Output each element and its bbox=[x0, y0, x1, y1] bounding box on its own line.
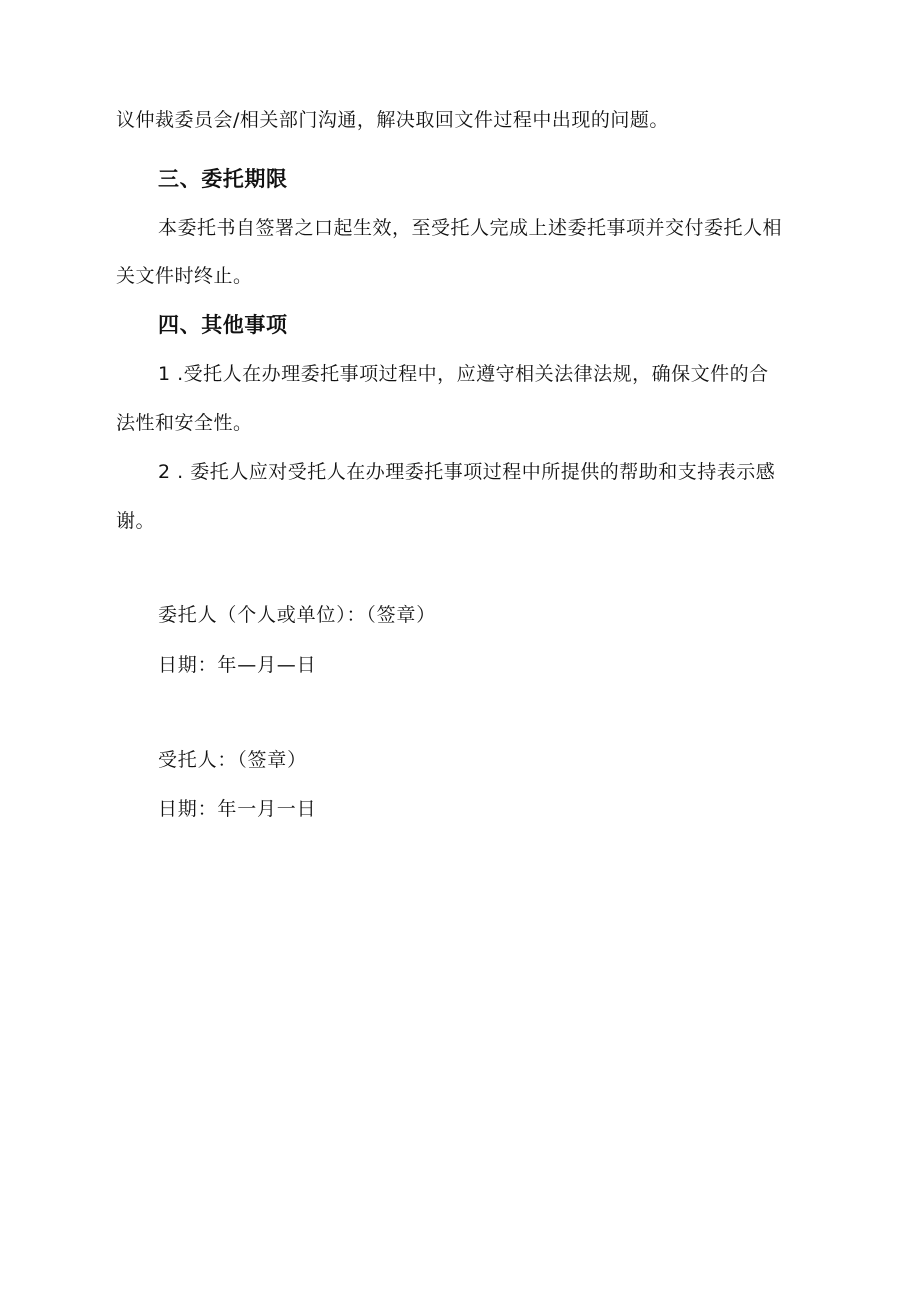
other-item-1-line-2: 法性和安全性。 bbox=[116, 412, 253, 434]
other-item-1-line-1: 1 .受托人在办理委托事项过程中，应遵守相关法律法规，确保文件的合 bbox=[158, 363, 769, 385]
other-item-2-line-1: 2 . 委托人应对受托人在办理委托事项过程中所提供的帮助和支持表示感 bbox=[158, 461, 776, 483]
section-heading-term: 三、委托期限 bbox=[158, 167, 288, 191]
principal-date-line: 日期：年—月—日 bbox=[158, 654, 317, 676]
term-paragraph-line-2: 关文件时终止。 bbox=[116, 265, 253, 287]
agent-date-line: 日期：年一月一日 bbox=[158, 798, 317, 820]
other-item-2-line-2: 谢。 bbox=[116, 510, 156, 532]
principal-signature-line: 委托人（个人或单位）：（签章） bbox=[158, 604, 437, 626]
agent-signature-line: 受托人：（签章） bbox=[158, 749, 307, 771]
term-paragraph-line-1: 本委托书自签署之口起生效，至受托人完成上述委托事项并交付委托人相 bbox=[158, 217, 783, 239]
carryover-text-line: 议仲裁委员会/相关部门沟通，解决取回文件过程中出现的问题。 bbox=[116, 109, 669, 131]
section-heading-other-matters: 四、其他事项 bbox=[158, 313, 288, 337]
